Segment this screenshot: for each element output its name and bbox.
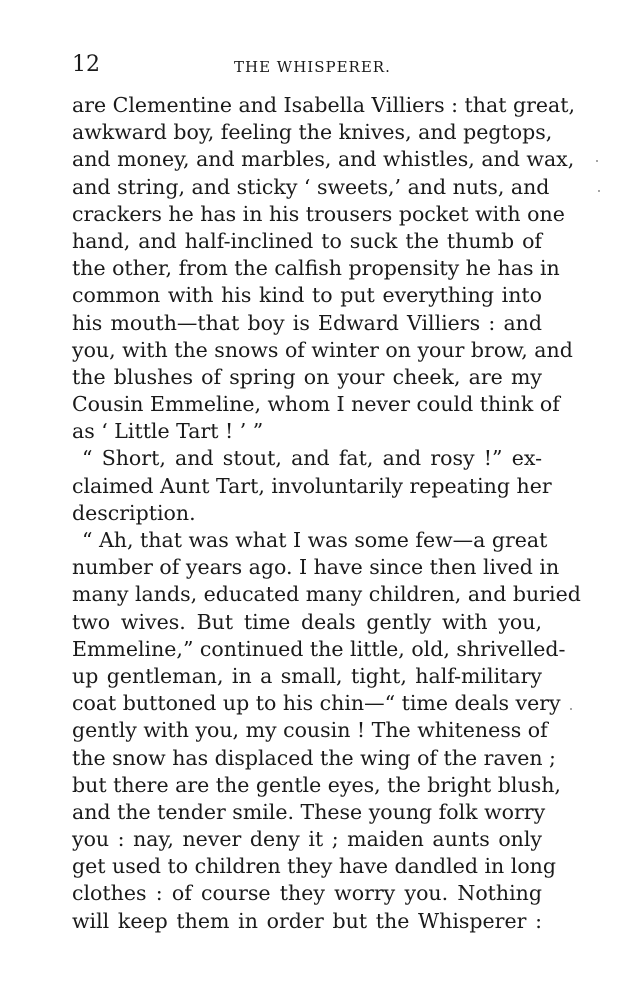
text-line: common with his kind to put everything into: [72, 283, 542, 308]
text-line: two wives. But time deals gently with you,: [72, 609, 542, 634]
text-line: crackers he has in his trousers pocket with one: [72, 201, 565, 226]
text-line: awkward boy, feeling the knives, and pegtops,: [72, 120, 553, 145]
text-line: will keep them in order but the Whisperer :: [72, 908, 542, 933]
text-line: claimed Aunt Tart, involuntarily repeating her: [72, 473, 552, 498]
text-line: Emmeline,” continued the little, old, shrivelled-: [72, 636, 566, 661]
text-line: description.: [72, 500, 196, 525]
text-line: clothes : of course they worry you. Nothing: [72, 881, 542, 906]
text-line: “ Ah, that was what I was some few—a great: [82, 528, 548, 552]
page-number: 12: [72, 52, 100, 77]
text-line: you : nay, never deny it ; maiden aunts only: [72, 827, 542, 852]
text-line: coat buttoned up to his chin—“ time deals very: [72, 691, 561, 716]
text-line: Cousin Emmeline, whom I never could think of: [72, 392, 560, 417]
paragraph: [72, 92, 575, 445]
text-line: hand, and half-inclined to suck the thumb of: [72, 228, 542, 253]
text-line: many lands, educated many children, and buried: [72, 582, 581, 607]
text-line: and money, and marbles, and whistles, and wax,: [72, 147, 575, 172]
body-text: [72, 92, 581, 935]
paper-speck: [598, 190, 600, 192]
text-line: up gentleman, in a small, tight, half-military: [72, 663, 542, 688]
text-line: the blushes of spring on your cheek, are my: [72, 364, 542, 389]
text-line: “ Short, and stout, and fat, and rosy !” ex-: [82, 446, 542, 471]
text-line: and string, and sticky ‘ sweets,’ and nuts, and: [72, 174, 550, 199]
paper-speck: [596, 160, 598, 162]
text-line: are Clementine and Isabella Villiers : that great,: [72, 93, 575, 117]
text-line: his mouth—that boy is Edward Villiers : and: [72, 310, 542, 335]
text-line: gently with you, my cousin ! The whiteness of: [72, 718, 548, 743]
text-line: and the tender smile. These young folk worry: [72, 799, 546, 824]
text-line: get used to children they have dandled in long: [72, 854, 556, 879]
text-line: but there are the gentle eyes, the bright blush,: [72, 772, 561, 797]
text-line: number of years ago. I have since then lived in: [72, 555, 560, 580]
paragraph: [72, 445, 552, 527]
paper-speck: [570, 708, 572, 710]
running-head: THE WHISPERER.: [234, 58, 391, 76]
text-line: as ‘ Little Tart ! ’ ”: [72, 419, 264, 444]
text-line: the other, from the calfish propensity he has in: [72, 256, 560, 281]
text-line: you, with the snows of winter on your brow, and: [72, 337, 573, 362]
text-line: the snow has displaced the wing of the raven ;: [72, 745, 556, 770]
paragraph: [72, 527, 581, 935]
page-header: [72, 50, 548, 80]
